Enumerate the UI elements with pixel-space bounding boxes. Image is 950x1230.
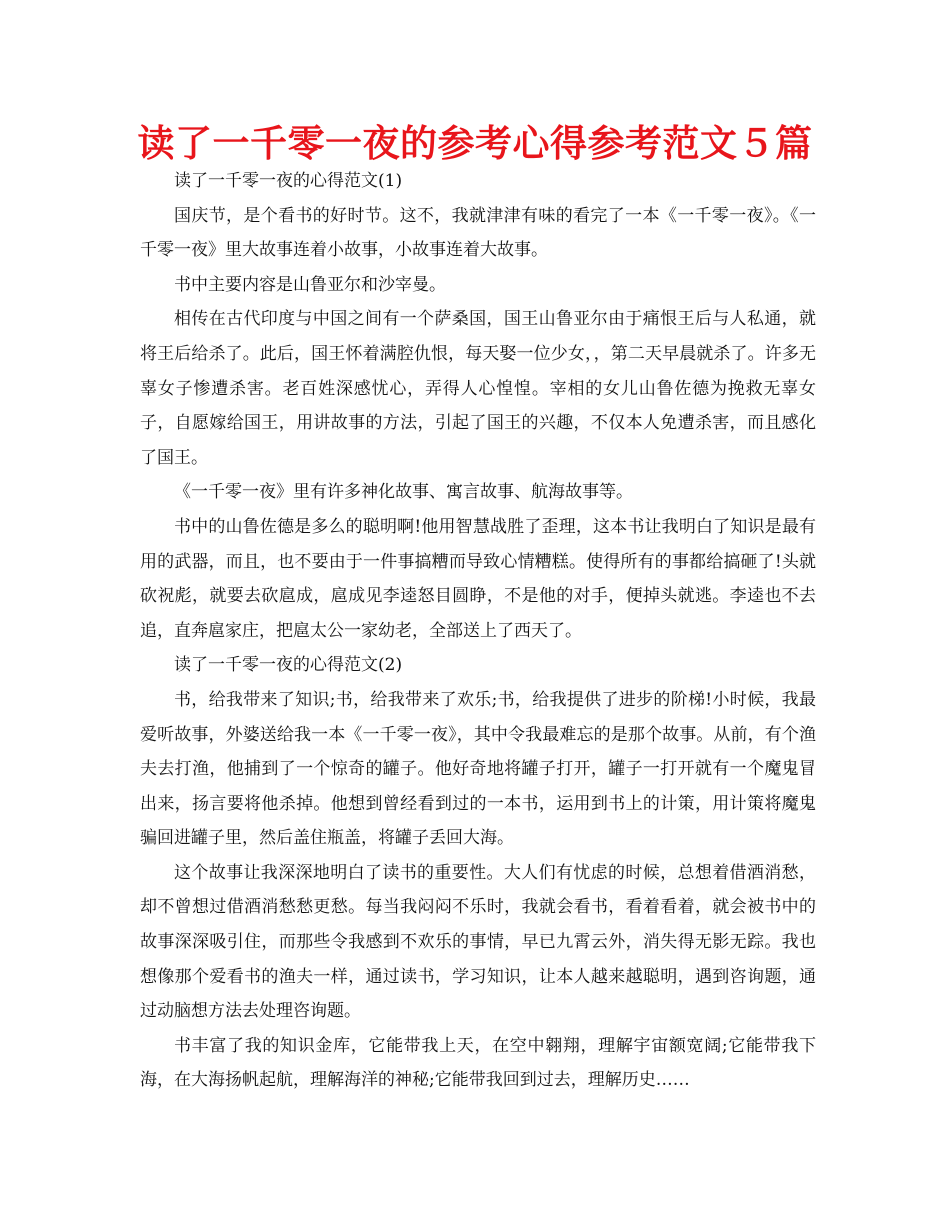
paragraph: 这个故事让我深深地明白了读书的重要性。大人们有忧虑的时候，总想着借酒消愁，却不曾想过借酒消愁愁更愁。每当我闷闷不乐时，我就会看书，看着看着，就会被书中的故事深深吸引住，而那些令我感到不欢乐的事情，早已九霄云外，消失得无影无踪。我也想像那个爱看书的渔夫一样，通过读书，学习知识，让本人越来越聪明，遇到咨询题，通过动脑想方法去处理咨询题。 (140, 862, 816, 1022)
paragraph: 《一千零一夜》里有许多神化故事、寓言故事、航海故事等。 (174, 482, 633, 503)
paragraph: 书中主要内容是山鲁亚尔和沙宰曼。 (174, 274, 446, 295)
paragraph: 国庆节，是个看书的好时节。这不，我就津津有味的看完了一本《一千零一夜》。《一千零一夜》里大故事连着小故事，小故事连着大故事。 (140, 205, 816, 261)
paragraph: 书中的山鲁佐德是多么的聪明啊!他用智慧战胜了歪理，这本书让我明白了知识是最有用的武器，而且，也不要由于一件事搞糟而导致心情糟糕。使得所有的事都给搞砸了!头就砍祝彪，就要去砍扈成，扈成见李逵怒目圆睁，不是他的对手，便掉头就逃。李逵也不去追，直奔扈家庄，把扈太公一家幼老，全部送上了西天了。 (140, 516, 816, 641)
paragraph: 书，给我带来了知识;书，给我带来了欢乐;书，给我提供了进步的阶梯!小时候，我最爱听故事，外婆送给我一本《一千零一夜》，其中令我最难忘的是那个故事。从前，有个渔夫去打渔，他捕到了一个惊奇的罐子。他好奇地将罐子打开，罐子一打开就有一个魔鬼冒出来，扬言要将他杀掉。他想到曾经看到过的一本书，运用到书上的计策，用计策将魔鬼骗回进罐子里，然后盖住瓶盖，将罐子丢回大海。 (140, 689, 816, 849)
paragraph-heading-1: 读了一千零一夜的心得范文(1) (174, 171, 403, 191)
document-body (140, 164, 816, 1098)
document-title: 读了一千零一夜的参考心得参考范文５篇 (137, 122, 813, 165)
paragraph: 书丰富了我的知识金库，它能带我上天，在空中翱翔，理解宇宙额宽阔;它能带我下海，在大海扬帆起航，理解海洋的神秘;它能带我回到过去，理解历史…… (140, 1035, 816, 1091)
paragraph-heading-2: 读了一千零一夜的心得范文(2) (174, 655, 403, 676)
paragraph: 相传在古代印度与中国之间有一个萨桑国，国王山鲁亚尔由于痛恨王后与人私通，就将王后给杀了。此后，国王怀着满腔仇恨，每天娶一位少女，，第二天早晨就杀了。许多无辜女子惨遭杀害。老百姓深感忧心，弄得人心惶惶。宰相的女儿山鲁佐德为挽救无辜女子，自愿嫁给国王，用讲故事的方法，引起了国王的兴趣，不仅本人免遭杀害，而且感化了国王。 (140, 309, 816, 468)
